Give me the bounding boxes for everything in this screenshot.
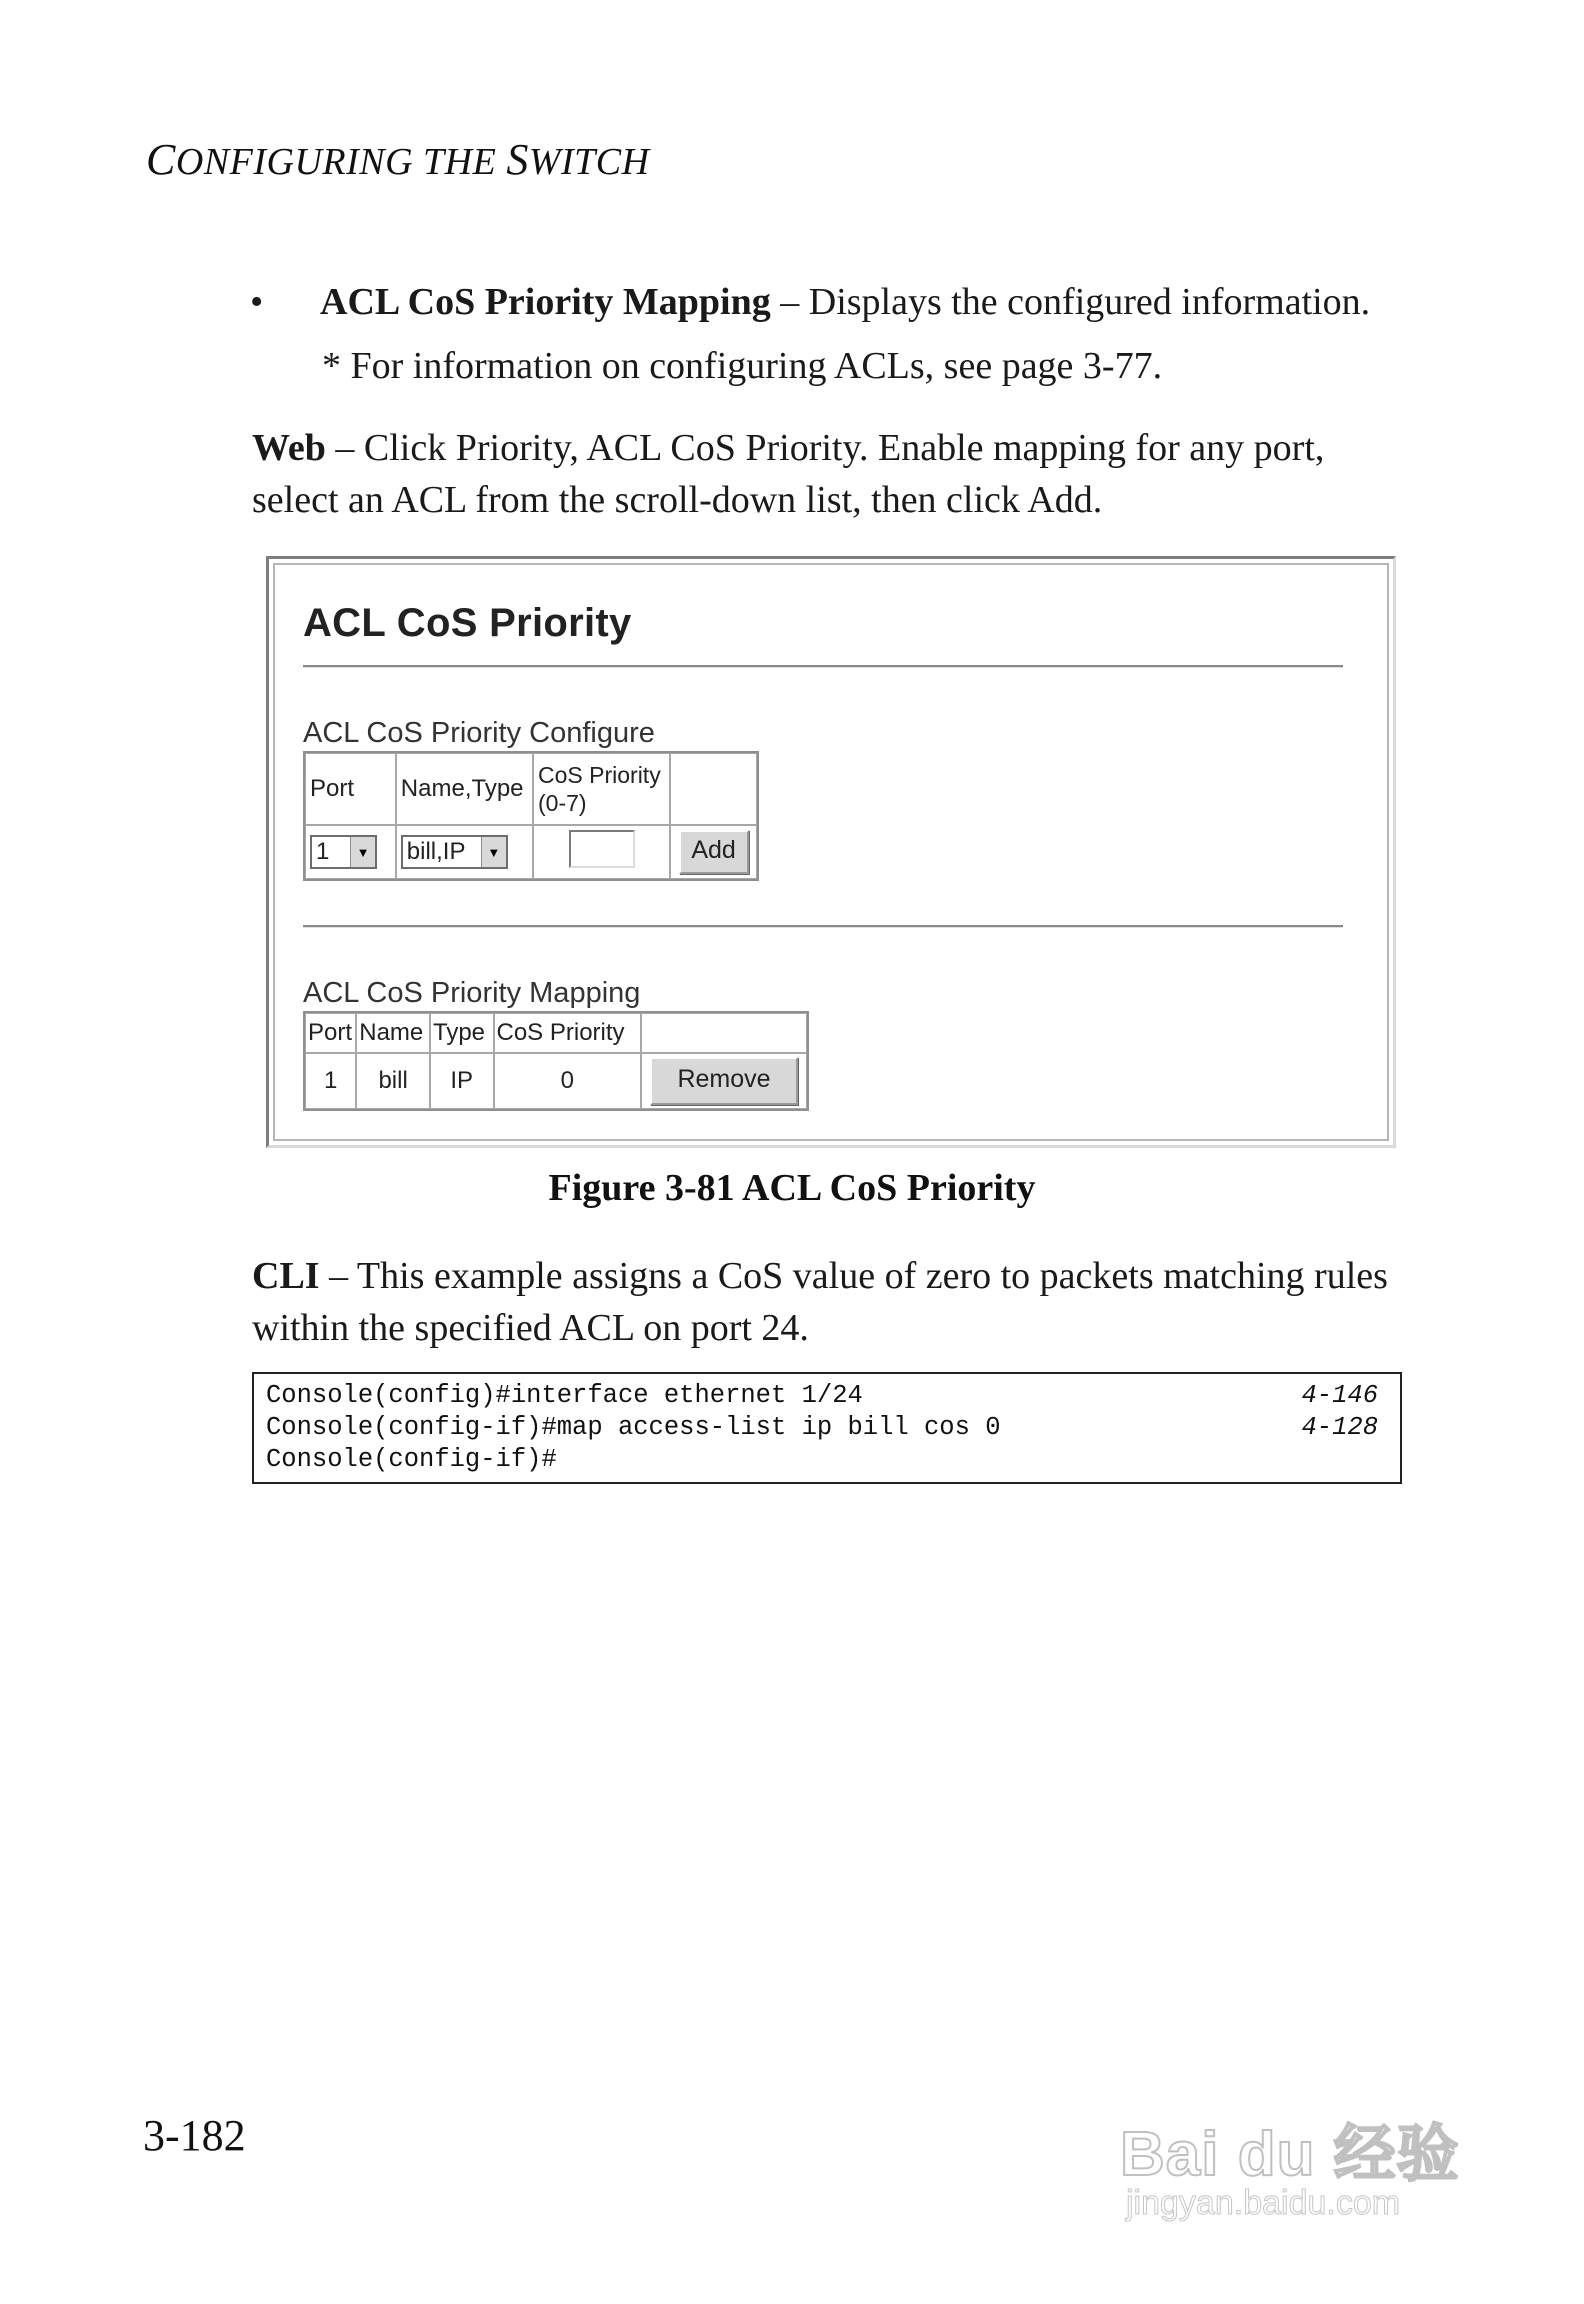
cos-priority-input[interactable] (569, 830, 635, 868)
cli-paragraph (252, 1250, 1412, 1354)
map-header-name: Name (356, 1013, 430, 1053)
web-text: – Click Priority, ACL CoS Priority. Enable mapping for any port, select an ACL from the scroll-down list, then click Add. (252, 427, 1325, 521)
map-header-action (641, 1013, 807, 1053)
name-type-cell (396, 825, 533, 879)
remove-cell (641, 1053, 807, 1109)
ui-mapping-heading: ACL CoS Priority Mapping (303, 977, 641, 1009)
ui-configure-heading: ACL CoS Priority Configure (303, 717, 655, 749)
map-cell-port: 1 (305, 1053, 356, 1109)
col-header-name-type: Name,Type (396, 753, 533, 825)
table-row (305, 1053, 807, 1109)
ui-page-title: ACL CoS Priority (303, 601, 632, 645)
bullet-item (320, 276, 1370, 328)
ui-configure-table (303, 751, 759, 881)
cli-lead: CLI (252, 1255, 320, 1297)
watermark-url: jingyan.baidu.com (1126, 2184, 1401, 2222)
watermark-logo (1120, 2072, 1500, 2232)
code-page-ref: 4-128 (1301, 1413, 1378, 1442)
code-line: Console(config)#interface ethernet 1/24 4-146 (266, 1381, 1378, 1410)
add-button[interactable]: Add (679, 830, 749, 874)
map-header-cos-priority: CoS Priority (494, 1013, 642, 1053)
add-cell (670, 825, 757, 879)
web-paragraph (252, 422, 1412, 526)
map-cell-cos: 0 (494, 1053, 642, 1109)
ui-screenshot-frame (266, 556, 1396, 1148)
code-line: Console(config-if)# (266, 1445, 557, 1474)
col-header-cos-priority: CoS Priority (0-7) (533, 753, 670, 825)
map-cell-name: bill (356, 1053, 430, 1109)
col-header-action (670, 753, 757, 825)
map-header-type: Type (430, 1013, 494, 1053)
map-header-port: Port (305, 1013, 356, 1053)
port-select[interactable]: 1 ▼ (310, 835, 377, 869)
ui-divider-middle (303, 925, 1343, 928)
map-cell-type: IP (430, 1053, 494, 1109)
bullet-description: – Displays the configured information. (770, 281, 1371, 323)
bullet-note: * For information on configuring ACLs, see page 3-77. (322, 345, 1163, 387)
watermark-brand: Bai du 经验 (1120, 2120, 1460, 2189)
chevron-down-icon[interactable]: ▼ (481, 837, 506, 867)
ui-mapping-table (303, 1011, 809, 1111)
page-number: 3-182 (143, 2111, 246, 2160)
col-header-port: Port (305, 753, 396, 825)
running-header: CONFIGURING THE SWITCH (146, 135, 650, 184)
bullet-symbol: • (250, 281, 264, 323)
cli-text: – This example assigns a CoS value of zero to packets matching rules within the specified ACL on port 24. (252, 1255, 1388, 1349)
code-page-ref: 4-146 (1301, 1381, 1378, 1410)
ui-divider-top (303, 665, 1343, 668)
figure-caption: Figure 3-81 ACL CoS Priority (548, 1167, 1036, 1209)
chevron-down-icon[interactable]: ▼ (350, 837, 375, 867)
acl-name-type-select[interactable]: bill,IP ▼ (401, 835, 508, 869)
web-lead: Web (252, 427, 326, 469)
code-block (252, 1372, 1402, 1484)
cos-input-cell (533, 825, 670, 879)
ui-screenshot-inner (273, 563, 1389, 1141)
code-line: Console(config-if)#map access-list ip bill cos 0 4-128 (266, 1413, 1378, 1442)
bullet-term: ACL CoS Priority Mapping (320, 281, 771, 323)
port-cell (305, 825, 396, 879)
remove-button[interactable]: Remove (650, 1057, 798, 1105)
